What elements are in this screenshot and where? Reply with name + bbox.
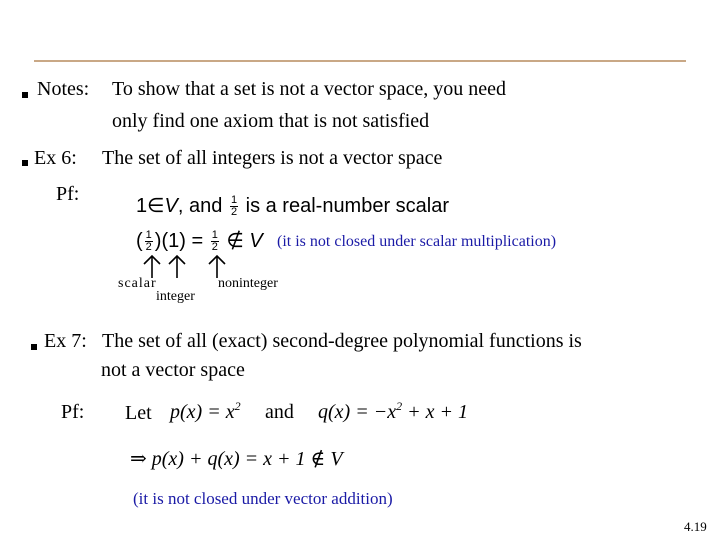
math-exponent: 2 [234, 399, 241, 413]
ex6-note: (it is not closed under scalar multiplication) [277, 233, 557, 250]
math-text: q(x) = −x [318, 401, 397, 423]
fraction-half: $\frac{1}{2}$ [145, 229, 152, 254]
ex6-math-line-1 [136, 194, 449, 218]
ex7-and: and [265, 401, 294, 423]
math-text: is a real-number scalar [245, 195, 450, 217]
notes-line-1: To show that a set is not a vector space, you need [112, 78, 507, 100]
math-text: )(1) = [154, 230, 204, 252]
label-scalar: scalar [118, 276, 157, 291]
math-text: , and [177, 195, 223, 217]
ex7-line-2: not a vector space [101, 359, 245, 381]
math-var: V [330, 448, 343, 470]
implies-icon: ⇒ [130, 448, 147, 470]
arrow-up-icon [142, 254, 162, 278]
ex7-proof-label: Pf: [61, 401, 85, 423]
ex7-let: Let [125, 402, 152, 424]
ex7-line-1: The set of all (exact) second-degree polynomial functions is [102, 330, 582, 352]
math-exponent: 2 [396, 399, 403, 413]
label-noninteger: noninteger [218, 276, 278, 291]
fraction-half: $\frac{1}{2}$ [230, 194, 238, 219]
arrow-up-icon [207, 254, 227, 278]
ex7-note: (it is not closed under vector addition) [133, 489, 393, 508]
notes-line-2: only find one axiom that is not satisfied [112, 110, 430, 132]
ex7-p-definition [170, 400, 241, 424]
math-text: p(x) + q(x) = x + 1 ∉ [151, 448, 331, 470]
math-text: ∉ [226, 230, 244, 252]
math-var: V [249, 230, 263, 252]
ex7-sum-line [130, 447, 343, 471]
bullet-icon [22, 160, 28, 166]
fraction-half: $\frac{1}{2}$ [211, 229, 218, 254]
arrow-up-icon [167, 254, 187, 278]
bullet-icon [31, 344, 37, 350]
header-rule [34, 60, 686, 62]
bullet-icon [22, 92, 28, 98]
ex6-math-line-2 [136, 229, 263, 253]
label-integer: integer [156, 289, 195, 304]
ex7-q-definition [318, 400, 468, 424]
ex6-label: Ex 6: [34, 147, 77, 169]
math-var: V [164, 195, 178, 217]
math-text: p(x) = x [170, 401, 235, 423]
page-number: 4.19 [684, 519, 707, 534]
math-text: ( [136, 230, 143, 252]
ex6-proof-label: Pf: [56, 183, 80, 205]
math-text: 1∈ [136, 195, 165, 217]
math-text: + x + 1 [407, 401, 468, 423]
notes-label: Notes: [37, 78, 90, 100]
ex7-label: Ex 7: [44, 330, 87, 352]
ex6-statement: The set of all integers is not a vector space [102, 147, 443, 169]
